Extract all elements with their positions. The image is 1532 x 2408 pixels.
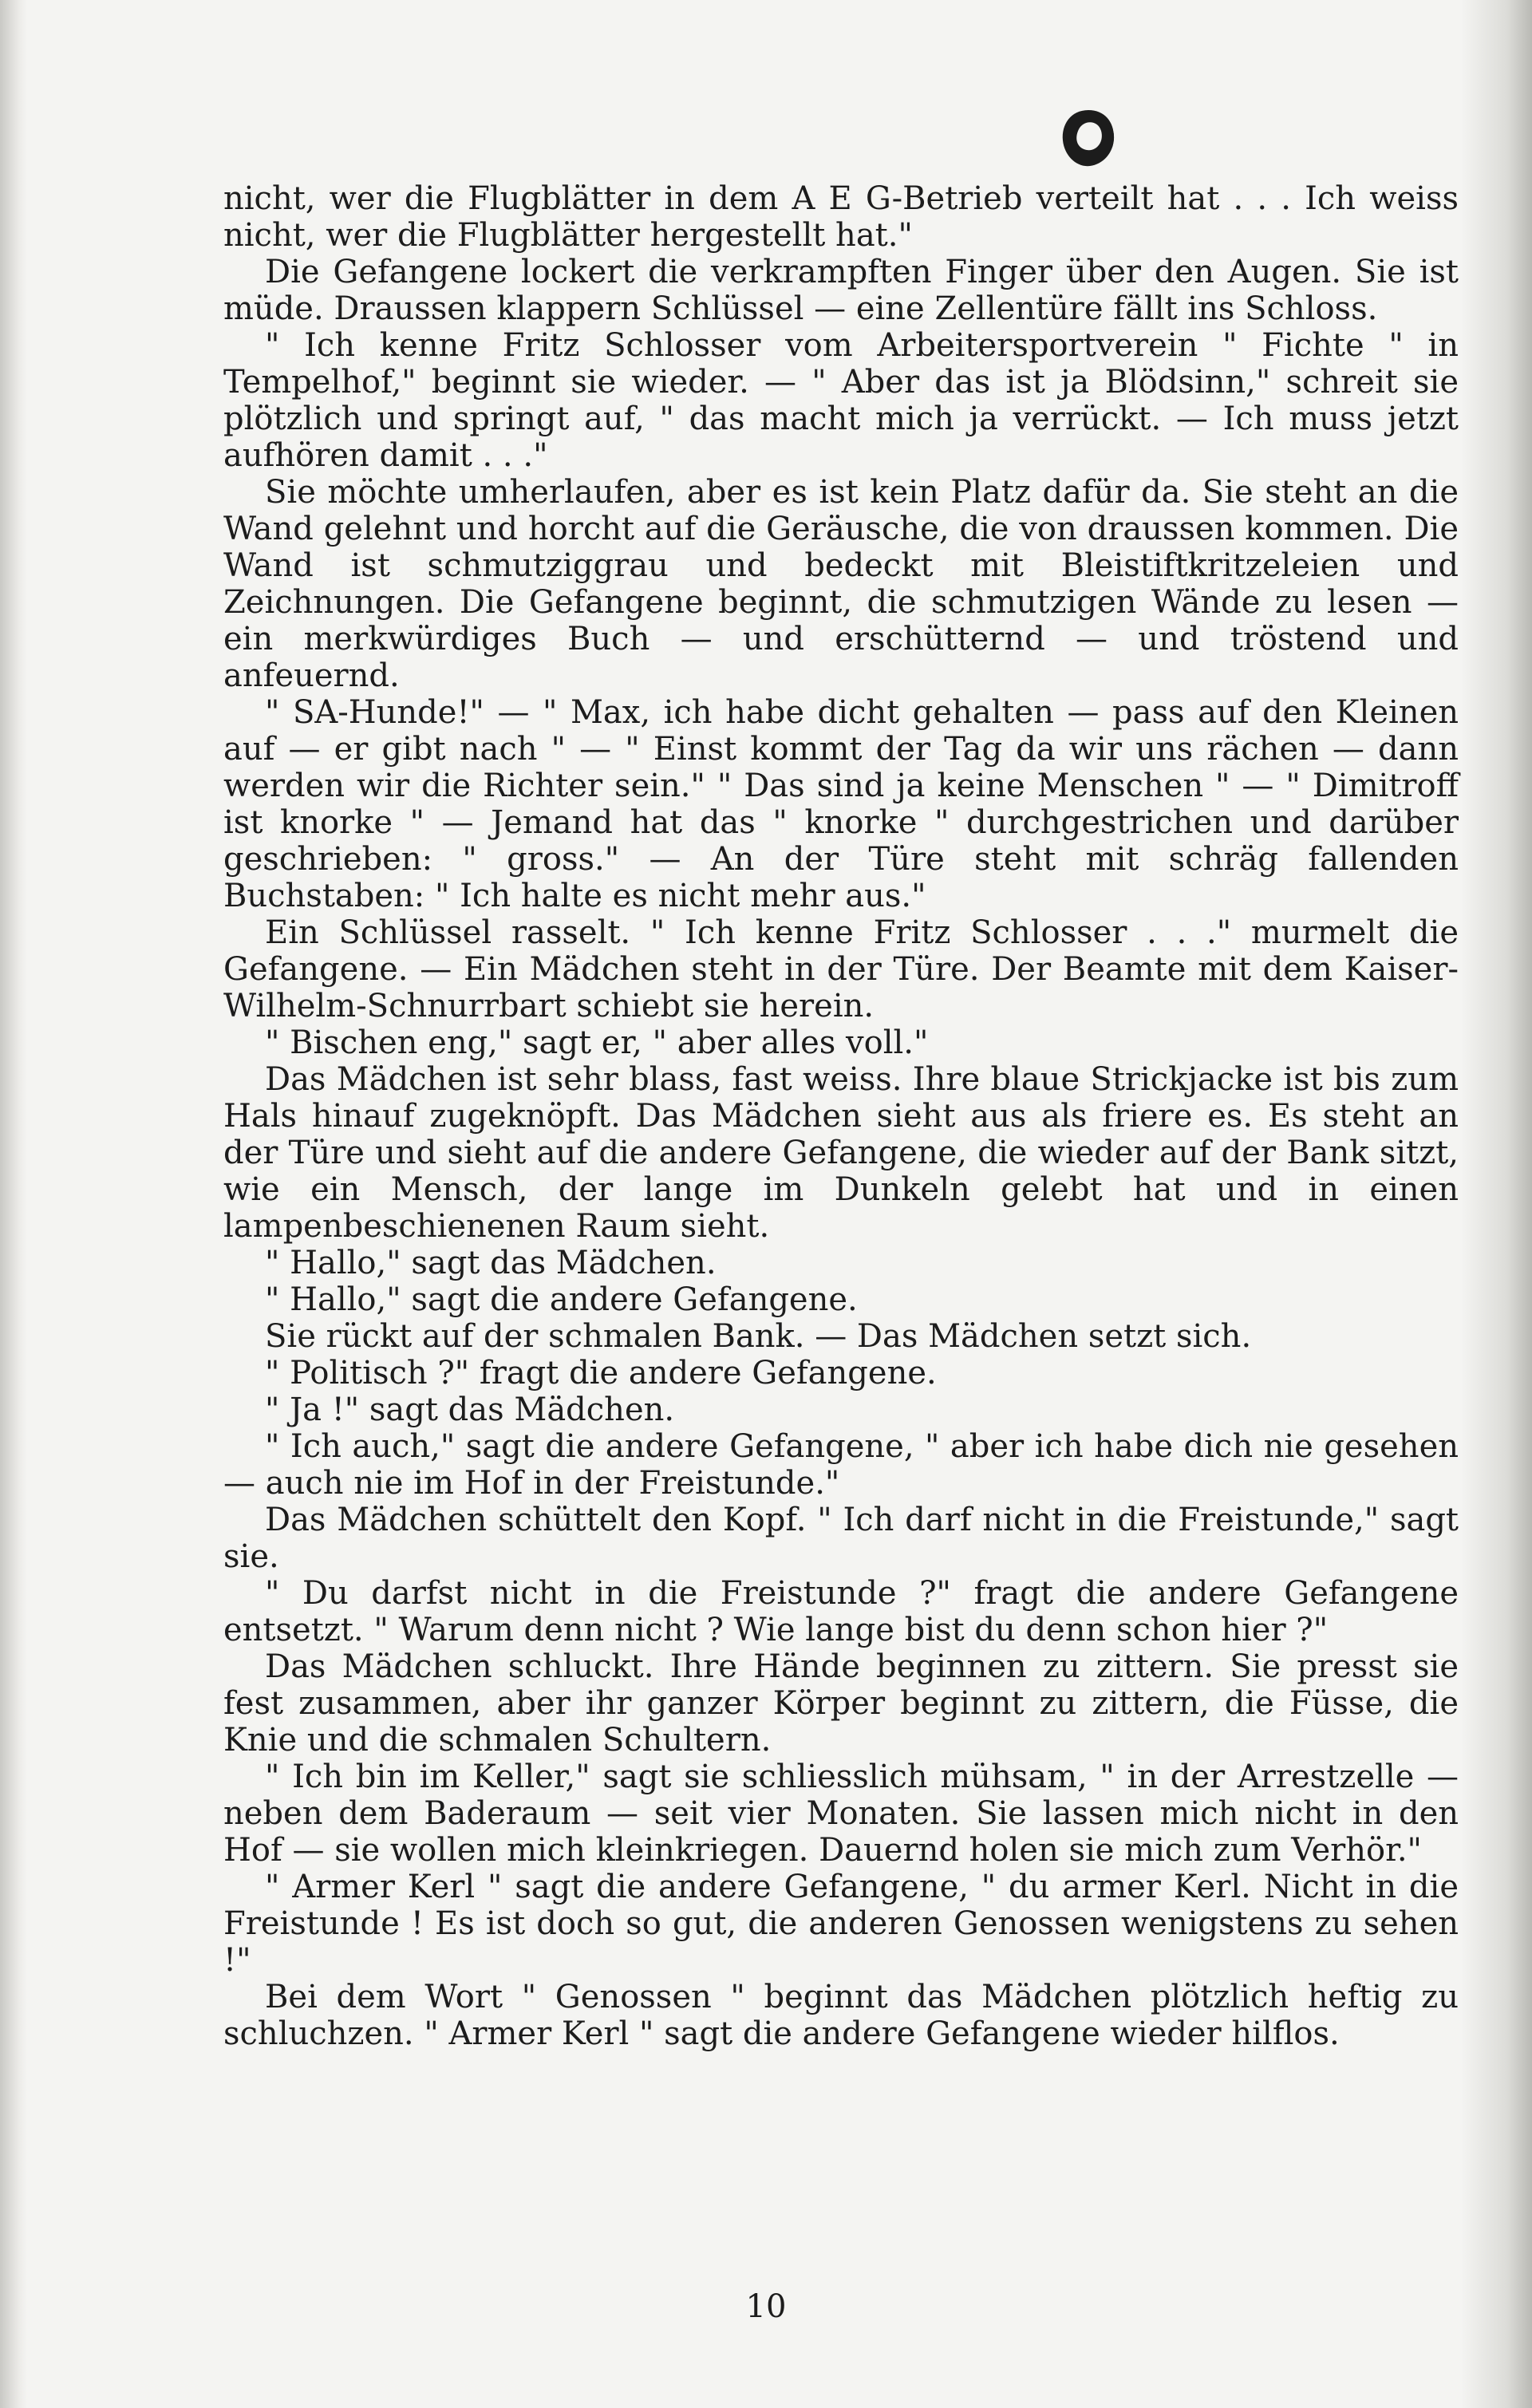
page-edge-right (1460, 0, 1532, 2408)
paragraph-6: Ein Schlüssel rasselt. " Ich kenne Fritz Schlosser . . ." murmelt die Gefangene. — Ein Mädchen steht in der Türe. Der Beamte mit dem Kaiser-Wilhelm-Schnurrbart schiebt sie herein. (223, 914, 1459, 1024)
paragraph-4: Sie möchte umherlaufen, aber es ist kein Platz dafür da. Sie steht an die Wand gelehnt und horcht auf die Geräusche, die von draussen kommen. Die Wand ist schmutziggrau und bedeckt mit Bleistiftkritzeleien und Zeichnungen. Die Gefangene beginnt, die schmutzigen Wände zu lesen — ein merkwürdiges Buch — und erschütternd — und tröstend und anfeuernd. (223, 474, 1459, 694)
paragraph-3: " Ich kenne Fritz Schlosser vom Arbeitersportverein " Fichte " in Tempelhof," beginnt sie wieder. — " Aber das ist ja Blödsinn," schreit sie plötzlich und springt auf, " das macht mich ja verrückt. — Ich muss jetzt aufhören damit . . ." (223, 327, 1459, 474)
paragraph-19: " Armer Kerl " sagt die andere Gefangene, " du armer Kerl. Nicht in die Freistunde ! Es ist doch so gut, die anderen Genossen wenigstens zu sehen !" (223, 1869, 1459, 1979)
page-number: 10 (745, 2288, 787, 2325)
paragraph-13: " Ja !" sagt das Mädchen. (265, 1392, 675, 1428)
paragraph-18: " Ich bin im Keller," sagt sie schliesslich mühsam, " in der Arrestzelle — neben dem Baderaum — seit vier Monaten. Sie lassen mich nicht in den Hof — sie wollen mich kleinkriegen. Dauernd holen sie mich zum Verhör." (223, 1759, 1459, 1869)
paragraph-20: Bei dem Wort " Genossen " beginnt das Mädchen plötzlich heftig zu schluchzen. " Armer Kerl " sagt die andere Gefangene wieder hilflos. (223, 1979, 1459, 2052)
paragraph-10: " Hallo," sagt die andere Gefangene. (265, 1281, 858, 1318)
page-edge-left (0, 0, 27, 2408)
document-body (223, 180, 1459, 2052)
paragraph-2: Die Gefangene lockert die verkrampften Finger über den Augen. Sie ist müde. Draussen klappern Schlüssel — eine Zellentüre fällt ins Schloss. (223, 254, 1459, 327)
paragraph-15: Das Mädchen schüttelt den Kopf. " Ich darf nicht in die Freistunde," sagt sie. (223, 1502, 1459, 1575)
paragraph-1: nicht, wer die Flugblätter in dem A E G-Betrieb verteilt hat . . . Ich weiss nicht, wer die Flugblätter hergestellt hat." (223, 180, 1459, 254)
paragraph-12: " Politisch ?" fragt die andere Gefangene. (265, 1355, 937, 1392)
ink-stamp-mark (1055, 105, 1122, 172)
paragraph-16: " Du darfst nicht in die Freistunde ?" fragt die andere Gefangene entsetzt. " Warum denn nicht ? Wie lange bist du denn schon hier ?" (223, 1575, 1459, 1648)
paragraph-5: " SA-Hunde!" — " Max, ich habe dicht gehalten — pass auf den Kleinen auf — er gibt nach " — " Einst kommt der Tag da wir uns rächen — dann werden wir die Richter sein." " Das sind ja keine Menschen " — " Dimitroff ist knorke " — Jemand hat das " knorke " durchgestrichen und darüber geschrieben: " gross." — An der Türe steht mit schräg fallenden Buchstaben: " Ich halte es nicht mehr aus." (223, 694, 1459, 914)
paragraph-9: " Hallo," sagt das Mädchen. (265, 1245, 717, 1281)
paragraph-11: Sie rückt auf der schmalen Bank. — Das Mädchen setzt sich. (265, 1318, 1252, 1355)
paragraph-14: " Ich auch," sagt die andere Gefangene, " aber ich habe dich nie gesehen — auch nie im Hof in der Freistunde." (223, 1428, 1459, 1502)
paragraph-7: " Bischen eng," sagt er, " aber alles voll." (265, 1024, 929, 1061)
paragraph-17: Das Mädchen schluckt. Ihre Hände beginnen zu zittern. Sie presst sie fest zusammen, aber ihr ganzer Körper beginnt zu zittern, die Füsse, die Knie und die schmalen Schultern. (223, 1648, 1459, 1759)
paragraph-8: Das Mädchen ist sehr blass, fast weiss. Ihre blaue Strickjacke ist bis zum Hals hinauf zugeknöpft. Das Mädchen sieht aus als friere es. Es steht an der Türe und sieht auf die andere Gefangene, die wieder auf der Bank sitzt, wie ein Mensch, der lange im Dunkeln gelebt hat und in einen lampenbeschienenen Raum sieht. (223, 1061, 1459, 1245)
